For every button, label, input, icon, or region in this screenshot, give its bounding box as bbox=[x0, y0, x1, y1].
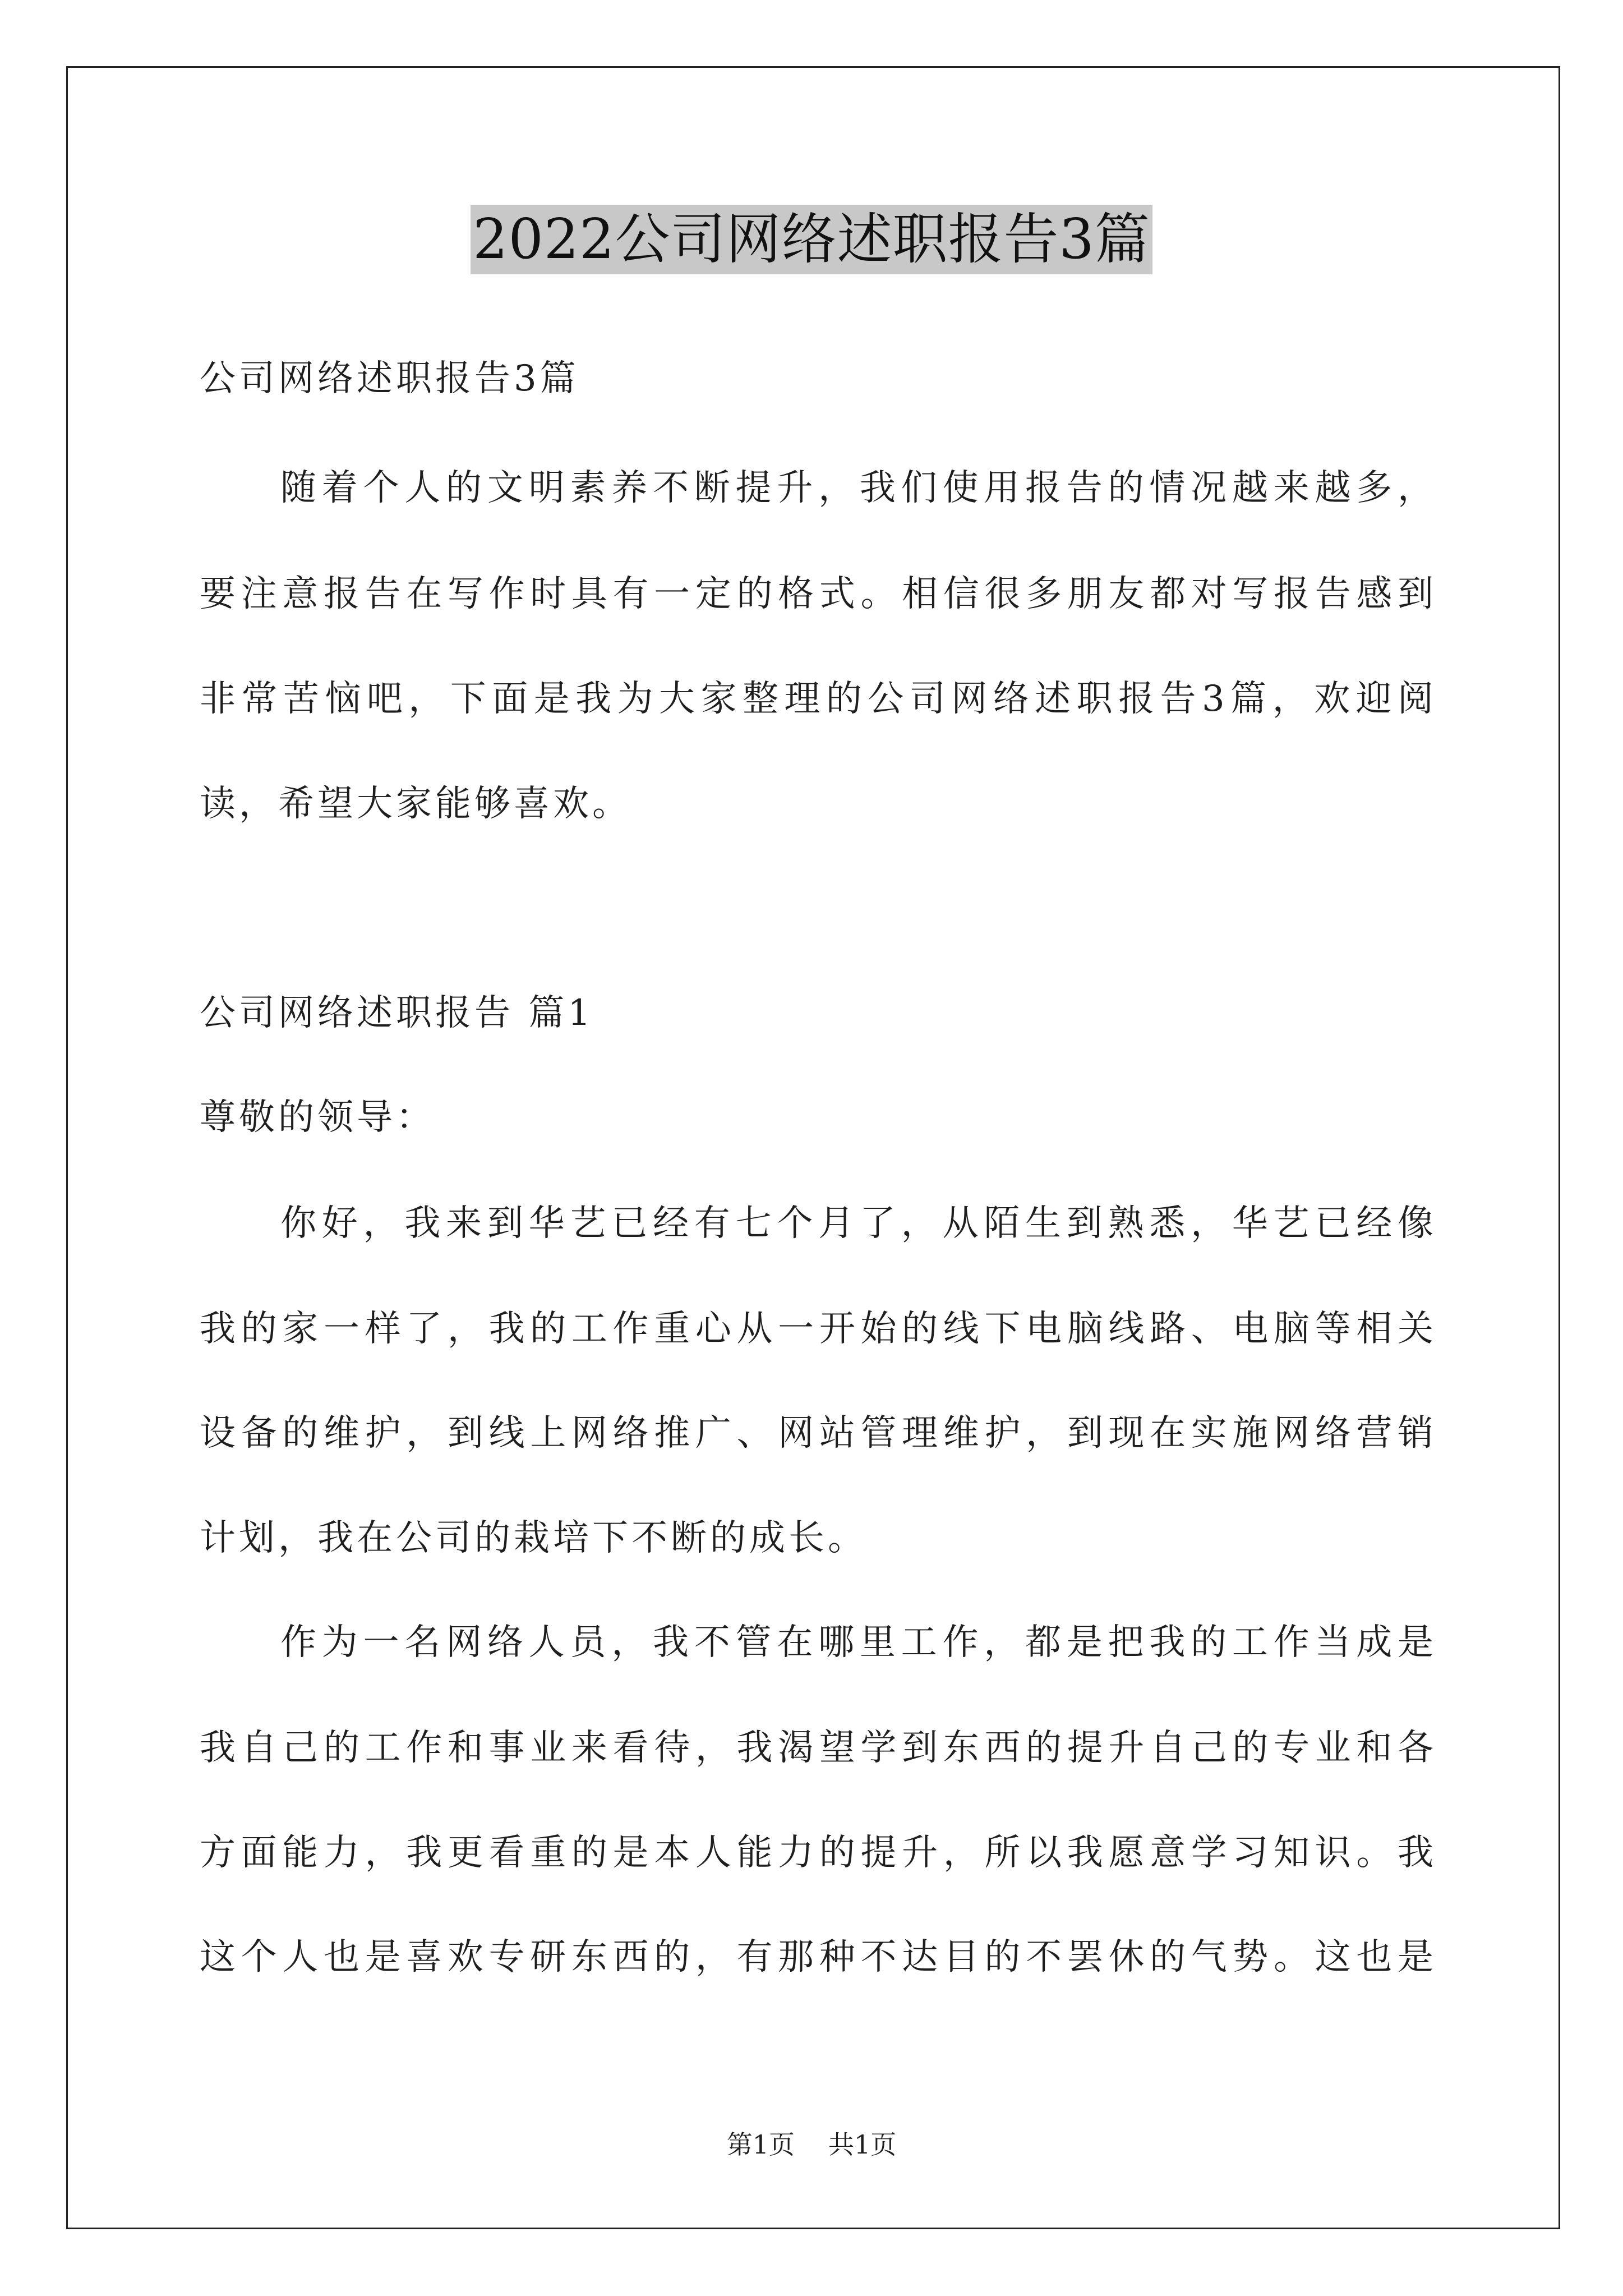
page-total: 共1页 bbox=[828, 2129, 897, 2160]
title-container bbox=[0, 205, 1623, 274]
para2-line-4: 这个人也是喜欢专研东西的，有那种不达目的不罢休的气势。这也是 bbox=[200, 1936, 1433, 1978]
page-number: 第1页 bbox=[726, 2129, 795, 2160]
salutation: 尊敬的领导： bbox=[200, 1097, 435, 1138]
para1-line-1: 你好，我来到华艺已经有七个月了，从陌生到熟悉，华艺已经像 bbox=[280, 1203, 1433, 1244]
intro-line-4: 读，希望大家能够喜欢。 bbox=[200, 783, 631, 825]
para2-line-3: 方面能力，我更看重的是本人能力的提升，所以我愿意学习知识。我 bbox=[200, 1832, 1433, 1874]
page-footer bbox=[0, 2129, 1623, 2160]
document-subtitle: 公司网络述职报告3篇 bbox=[200, 358, 579, 399]
para1-line-4: 计划，我在公司的栽培下不断的成长。 bbox=[200, 1517, 867, 1559]
para1-line-3: 设备的维护，到线上网络推广、网站管理维护，到现在实施网络营销 bbox=[200, 1412, 1433, 1454]
para1-line-2: 我的家一样了，我的工作重心从一开始的线下电脑线路、电脑等相关 bbox=[200, 1308, 1433, 1350]
intro-line-2: 要注意报告在写作时具有一定的格式。相信很多朋友都对写报告感到 bbox=[200, 573, 1433, 615]
section-heading: 公司网络述职报告 篇1 bbox=[200, 992, 594, 1034]
para2-line-1: 作为一名网络人员，我不管在哪里工作，都是把我的工作当成是 bbox=[280, 1622, 1433, 1663]
intro-line-1: 随着个人的文明素养不断提升，我们使用报告的情况越来越多， bbox=[280, 467, 1433, 509]
intro-line-3: 非常苦恼吧，下面是我为大家整理的公司网络述职报告3篇，欢迎阅 bbox=[200, 678, 1433, 720]
para2-line-2: 我自己的工作和事业来看待，我渴望学到东西的提升自己的专业和各 bbox=[200, 1727, 1433, 1769]
document-title: 2022公司网络述职报告3篇 bbox=[471, 205, 1152, 274]
